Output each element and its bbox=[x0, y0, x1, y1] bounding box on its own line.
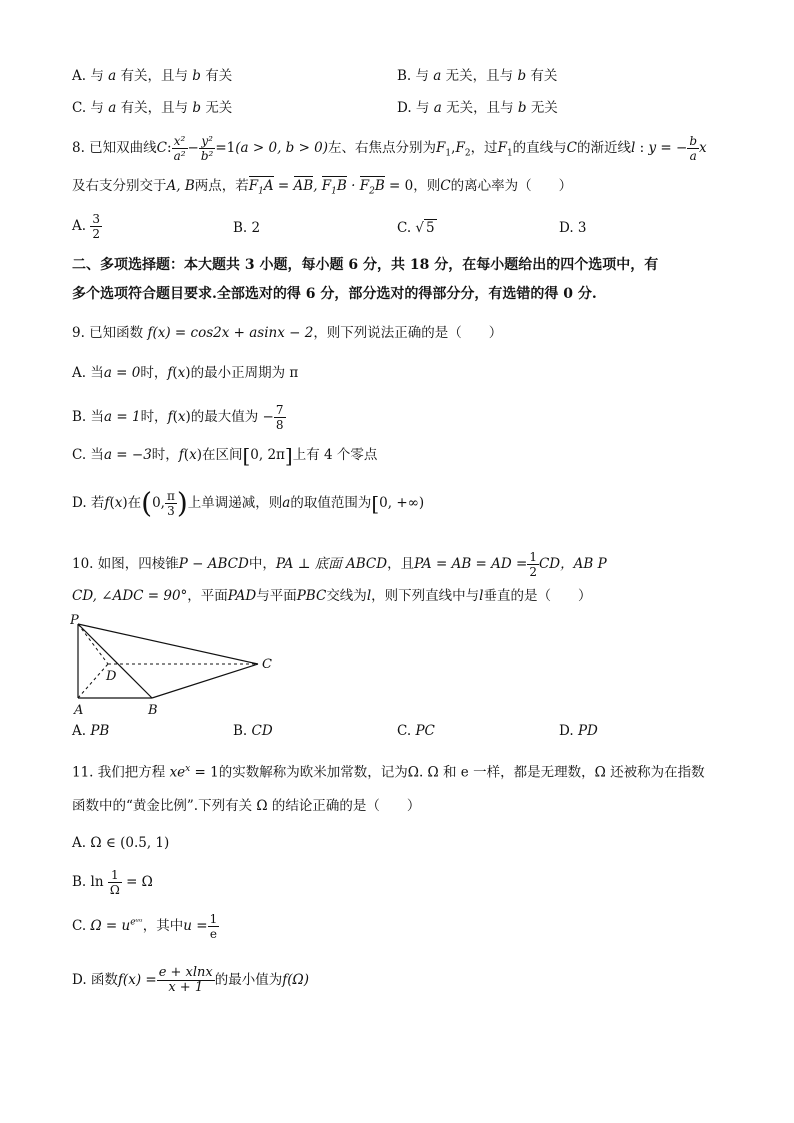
q11-option-b[interactable]: B. ln $\frac{1}{\Omega}$ = Ω bbox=[72, 868, 153, 897]
q7-option-c[interactable]: C. 与 a 有关，且与 b 无关 bbox=[72, 100, 233, 116]
q10-stem-line2: CD, ∠ADC = 90°，平面PAD与平面PBC交线为l，则下列直线中与l垂直的是（ ） bbox=[72, 588, 592, 604]
q7-option-a[interactable]: A. 与 a 有关，且与 b 有关 bbox=[72, 68, 233, 84]
q8-option-c[interactable]: C. √ 5 bbox=[397, 220, 435, 236]
q11-option-a[interactable]: A. Ω ∈ (0.5, 1) bbox=[72, 835, 170, 851]
q7-option-a-label: A. 与 bbox=[72, 68, 104, 84]
q11-stem-line1: 11. 我们把方程 $xe^x = 1$的实数解称为欧米加常数，记为Ω. Ω 和 e 一样，都是无理数，Ω 还被称为在指数 bbox=[72, 764, 705, 781]
q8-stem-line1: 8. 已知双曲线C: $\frac{\text{x²}}{\text{a²}}$ − $\frac{\text{y²}}{\text{b²}}$ =1(a > 0, b > 0)左、右焦点分别为$F_1,F_2$，过$F_1$的直线与C的渐近线l : y = − $\frac{b}{a}$ x bbox=[72, 134, 707, 163]
q9-option-c[interactable]: C. 当a = −3时，f(x)在区间[0, 2π]上有 4 个零点 bbox=[72, 443, 378, 468]
q8-option-a[interactable]: A. $\frac{3}{2}$ bbox=[72, 212, 100, 241]
q10-stem-line1: 10. 如图，四棱锥P − ABCD中，PA ⊥ 底面 ABCD，且PA = AB = AD = $\frac{1}{2}$ CD，AB P bbox=[72, 550, 607, 579]
edge-bc bbox=[152, 664, 258, 698]
edge-pc bbox=[78, 624, 258, 664]
pyramid-figure bbox=[70, 614, 290, 718]
label-b: B bbox=[148, 703, 158, 718]
q8-stem-line2: 及右支分别交于A, B两点，若$F_1A$ = AB, $F_1B \cdot F_2B = 0$，则C的离心率为（ ） bbox=[72, 177, 572, 201]
q9-stem: 9. 已知函数 f(x) = cos2x + asinx − 2，则下列说法正确的是（ ） bbox=[72, 325, 503, 341]
q11-option-c[interactable]: C. $\Omega = u^{eᵘᵘ}$，其中u = $\frac{1}{e}$ bbox=[72, 912, 218, 941]
q8-option-d[interactable]: D. 3 bbox=[559, 220, 587, 236]
q9-option-d[interactable]: D. 若f(x)在(0, $\frac{\pi}{3}$ )上单调递减，则a的取值范围为[0, +∞) bbox=[72, 486, 425, 520]
q9-option-a[interactable]: A. 当a = 0时，f(x)的最小正周期为 π bbox=[72, 365, 299, 381]
q9-option-b[interactable]: B. 当a = 1时，f(x)的最大值为 − $\frac{7}{8}$ bbox=[72, 403, 284, 432]
q7-option-b[interactable]: B. 与 a 无关，且与 b 有关 bbox=[397, 68, 558, 84]
q10-option-b[interactable]: B. CD bbox=[233, 723, 273, 739]
q10-option-c[interactable]: C. PC bbox=[397, 723, 435, 739]
section2-heading-line2: 多个选项符合题目要求.全部选对的得 6 分，部分选对的得部分分，有选错的得 0 分. bbox=[72, 286, 597, 302]
q8-option-b[interactable]: B. 2 bbox=[233, 220, 261, 236]
label-c: C bbox=[262, 657, 272, 672]
q7-option-d[interactable]: D. 与 a 无关，且与 b 无关 bbox=[397, 100, 558, 116]
q10-option-d[interactable]: D. PD bbox=[559, 723, 598, 739]
q11-option-d[interactable]: D. 函数f(x) = $\frac{e + xlnx}{x + 1}$ 的最小值为f(Ω) bbox=[72, 965, 309, 995]
edge-pb bbox=[78, 624, 152, 698]
edge-ad bbox=[78, 664, 108, 698]
label-p: P bbox=[70, 614, 79, 628]
label-d: D bbox=[106, 669, 117, 684]
q10-option-a[interactable]: A. PB bbox=[72, 723, 110, 739]
section2-heading-line1: 二、多项选择题：本大题共 3 小题，每小题 6 分，共 18 分，在每小题给出的四个选项中，有 bbox=[72, 257, 659, 273]
q11-stem-line2: 函数中的“黄金比例”.下列有关 Ω 的结论正确的是（ ） bbox=[72, 798, 421, 814]
label-a: A bbox=[74, 703, 84, 718]
